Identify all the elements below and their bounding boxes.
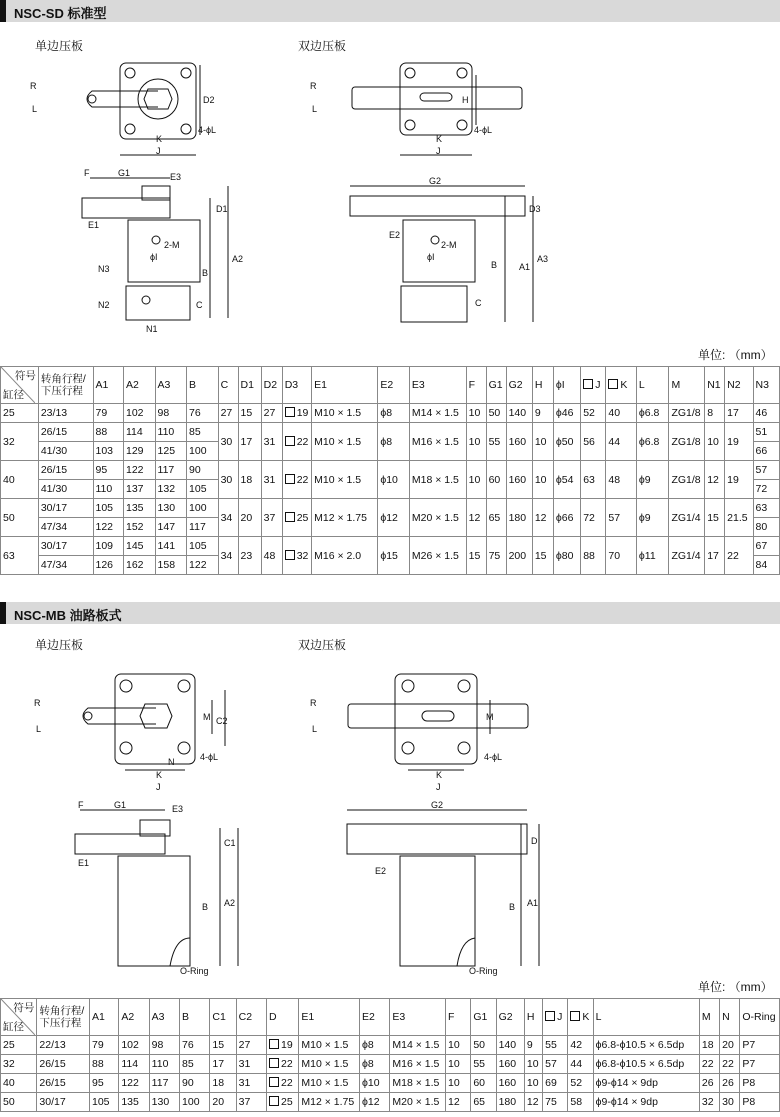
dim-2M: 2-M [441,240,457,250]
square-icon [285,407,295,417]
square-icon [545,1011,555,1021]
header-row [1,367,780,404]
dim-C: C [475,298,482,308]
dim-F: F [84,168,90,178]
dim-C1: C1 [224,838,236,848]
dim-C: C [196,300,203,310]
dim-E2: E2 [389,230,401,240]
table-row: 63 30/17 109 145 141 105 34 23 48 32 M16 × 2.0 ϕ15 M26 × 1.5 15 75 200 15 ϕ80 88 70 ϕ11 ZG1/4 17 22 67 [1,537,780,556]
corner-top-label: 符号 [14,370,36,382]
dim-4L: 4-ϕL [474,125,493,135]
col-header: E2 [360,999,390,1036]
col-header: G1 [486,367,506,404]
dim-phiI: ϕI [427,252,435,262]
col-header: L [636,367,669,404]
dim-A1: A1 [519,262,531,272]
col-header: N3 [753,367,779,404]
dim-D1: D1 [216,204,228,214]
square-icon [285,550,295,560]
stroke-header: 转角行程/下压行程 [37,999,90,1036]
col-header: G2 [506,367,532,404]
dim-K: K [156,134,163,144]
dim-J: J [436,146,441,156]
section-marker [0,602,6,624]
col-header: N2 [725,367,753,404]
dim-A2: A2 [232,254,244,264]
single-clamp-label-mb: 单边压板 [35,638,84,652]
col-header: E2 [378,367,410,404]
table-row: 25 22/13 79 102 98 76 15 27 19 M10 × 1.5 ϕ8 M14 × 1.5 10 50 140 9 55 42 ϕ6.8-ϕ10.5 × 6.5dp 18 20 P7 [1,1036,780,1055]
col-header: F [446,999,471,1036]
dim-L: L [32,104,38,114]
dim-J: J [156,146,161,156]
col-header: D3 [282,367,311,404]
dim-D: D [531,836,538,846]
dim-A1: A1 [527,898,539,908]
corner-top-label: 符号 [13,1002,35,1014]
section-title-sd: NSC-SD 标准型 [14,6,107,21]
square-icon [608,379,618,389]
dim-E1: E1 [78,858,90,868]
col-header: J [543,999,568,1036]
dim-R: R [310,81,317,91]
dim-K: K [436,134,443,144]
sd-single-top-view [0,55,260,165]
dim-4L: 4-ϕL [200,752,219,762]
dim-J: J [156,782,161,792]
table-row: 40 26/15 95 122 117 90 18 31 22 M10 × 1.5 ϕ10 M18 × 1.5 10 60 160 10 69 52 ϕ9-ϕ14 × 9dp 26 26 P8 [1,1074,780,1093]
dim-J: J [436,782,441,792]
square-icon [269,1077,279,1087]
table-row: 32 26/15 88 114 110 85 17 31 22 M10 × 1.5 ϕ8 M16 × 1.5 10 55 160 10 57 44 ϕ6.8-ϕ10.5 × 6.5dp 22 22 P7 [1,1055,780,1074]
table-row: 50 30/17 105 135 130 100 20 37 25 M12 × 1.75 ϕ12 M20 × 1.5 12 65 180 12 75 58 ϕ9-ϕ14 × 9dp 32 30 P8 [1,1093,780,1112]
col-header: F [466,367,486,404]
table-row: 40 26/15 95 122 117 90 30 18 31 22 M10 × 1.5 ϕ10 M18 × 1.5 10 60 160 10 ϕ54 63 48 ϕ9 ZG1/8 12 19 57 [1,461,780,480]
col-header: C1 [210,999,236,1036]
dim-C2: C2 [216,716,228,726]
col-header: M [699,999,719,1036]
dim-E3: E3 [172,804,184,814]
single-clamp-label-sd: 单边压板 [35,39,84,53]
square-icon [269,1096,279,1106]
col-header: J [581,367,606,404]
sd-single-side-view [70,168,260,343]
col-header: A3 [155,367,187,404]
header-row [1,999,780,1036]
dim-R: R [30,81,37,91]
col-header: K [606,367,636,404]
col-header: H [532,367,553,404]
dim-2M: 2-M [164,240,180,250]
mb-single-side-view [70,798,260,978]
table-row: 25 23/13 79 102 98 76 27 15 27 19 M10 × 1.5 ϕ8 M14 × 1.5 10 50 140 9 ϕ46 52 40 ϕ6.8 ZG1/8 8 17 46 [1,404,780,423]
dim-ORing: O-Ring [180,966,209,976]
square-icon [269,1039,279,1049]
dim-G1: G1 [114,800,127,810]
section-title-mb: NSC-MB 油路板式 [14,608,122,623]
dim-R: R [310,698,317,708]
dim-G1: G1 [118,168,131,178]
dim-D2: D2 [203,95,215,105]
double-clamp-label-mb: 双边压板 [298,638,347,652]
col-header: E3 [390,999,446,1036]
square-icon [583,379,593,389]
col-header: M [669,367,705,404]
corner-header [1,999,37,1036]
col-header: ϕI [553,367,580,404]
double-clamp-label-sd: 双边压板 [298,39,347,53]
square-icon [285,512,295,522]
dim-A3: A3 [537,254,549,264]
dim-H: H [462,95,469,105]
col-header: C [218,367,238,404]
section-header-mb [0,602,780,624]
dim-E1: E1 [88,220,100,230]
table-row: 50 30/17 105 135 130 100 34 20 37 25 M12 × 1.75 ϕ12 M20 × 1.5 12 65 180 12 ϕ66 72 57 ϕ9 ZG1/4 15 21.5 63 [1,499,780,518]
dim-M: M [486,712,494,722]
dim-N: N [168,757,175,767]
dim-E3: E3 [170,172,182,182]
col-header: D [267,999,299,1036]
spec-table-sd [0,366,780,575]
section-header-sd [0,0,780,22]
dim-M: M [203,712,211,722]
mb-double-side-view [345,798,565,978]
dim-4L: 4-ϕL [198,125,217,135]
mb-double-top-view [300,670,540,795]
corner-bottom-label: 缸径 [3,1021,24,1033]
dim-B: B [202,268,209,278]
table-row: 32 26/15 88 114 110 85 30 17 31 22 M10 × 1.5 ϕ8 M16 × 1.5 10 55 160 10 ϕ50 56 44 ϕ6.8 ZG1/8 10 19 51 [1,423,780,442]
table-row: 41/30 110 137 132 105 72 [1,480,780,499]
col-header: A2 [123,367,155,404]
col-header: A1 [93,367,123,404]
square-icon [570,1011,580,1021]
dim-B: B [491,260,498,270]
table-row: 47/34 126 162 158 122 84 [1,556,780,575]
col-header: A3 [149,999,179,1036]
square-icon [285,436,295,446]
dim-N3: N3 [98,264,110,274]
dim-B: B [202,902,209,912]
col-header: G2 [496,999,524,1036]
dim-R: R [34,698,41,708]
col-header: D1 [238,367,261,404]
col-header: E3 [409,367,466,404]
dim-phiI: ϕI [150,252,158,262]
col-header: G1 [471,999,496,1036]
corner-header [1,367,39,404]
col-header: D2 [261,367,282,404]
mb-single-top-view [0,670,260,795]
col-header: A1 [90,999,119,1036]
col-header: C2 [236,999,266,1036]
col-header: N [720,999,740,1036]
spec-table-mb [0,998,780,1112]
dim-G2: G2 [429,176,442,186]
dim-ORing: O-Ring [469,966,498,976]
square-icon [269,1058,279,1068]
col-header: L [593,999,699,1036]
table-row: 47/34 122 152 147 117 80 [1,518,780,537]
dim-L: L [312,724,318,734]
col-header: B [187,367,219,404]
col-header: H [524,999,542,1036]
corner-bottom-label: 缸径 [3,389,24,401]
dim-4L: 4-ϕL [484,752,503,762]
dim-F: F [78,800,84,810]
sd-double-top-view [300,55,540,165]
col-header: B [180,999,210,1036]
sd-double-side-view [345,172,565,342]
dim-G2: G2 [431,800,444,810]
col-header: N1 [705,367,725,404]
dim-E2: E2 [375,866,387,876]
section-marker [0,0,6,22]
dim-L: L [36,724,42,734]
unit-label-sd: 单位: （mm） [698,348,773,362]
col-header: O-Ring [740,999,780,1036]
dim-K: K [436,770,443,780]
dim-D3: D3 [529,204,541,214]
col-header: E1 [299,999,360,1036]
stroke-header: 转角行程/下压行程 [38,367,93,404]
dim-B: B [509,902,516,912]
dim-N2: N2 [98,300,110,310]
square-icon [285,474,295,484]
col-header: A2 [119,999,149,1036]
col-header: E1 [312,367,378,404]
dim-L: L [312,104,318,114]
table-row: 41/30 103 129 125 100 66 [1,442,780,461]
dim-K: K [156,770,163,780]
col-header: K [568,999,593,1036]
unit-label-mb: 单位: （mm） [698,980,773,994]
dim-N1: N1 [146,324,158,334]
dim-A2: A2 [224,898,236,908]
